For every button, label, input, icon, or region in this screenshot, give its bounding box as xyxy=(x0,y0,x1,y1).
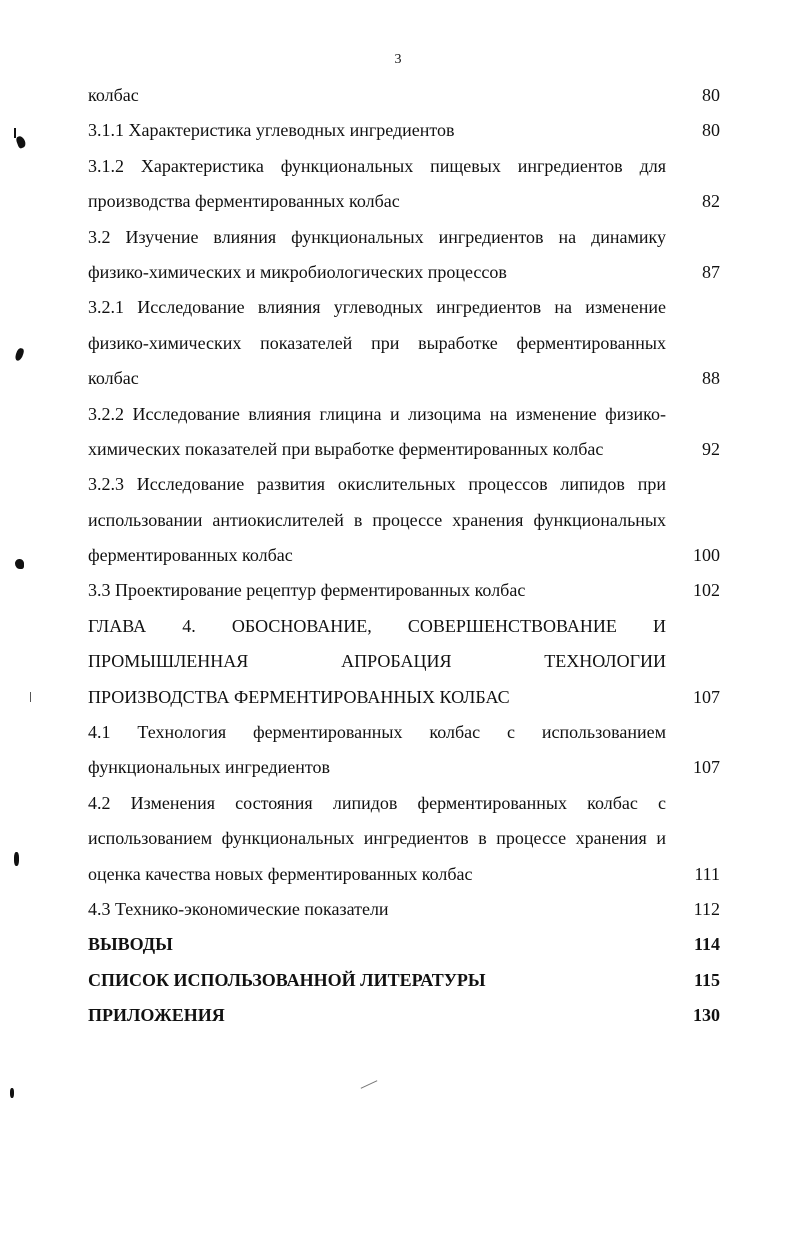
toc-entry-page: 115 xyxy=(693,969,720,990)
scan-speck xyxy=(10,1088,14,1098)
toc-entry-title: ВЫВОДЫ xyxy=(88,934,173,955)
toc-entry-title: 4.1 Технология ферментированных колбас с использованием xyxy=(88,722,666,743)
toc-entry-title: 3.2.2 Исследование влияния глицина и лизоцима на изменение физико- xyxy=(88,403,666,424)
toc-entry-title: 3.1.2 Характеристика функциональных пищевых ингредиентов для xyxy=(88,155,666,176)
toc-entry-page: 100 xyxy=(693,545,720,566)
toc-entry-title: физико-химических и микробиологических процессов xyxy=(88,261,507,282)
toc-entry-title: 4.3 Технико-экономические показатели xyxy=(88,898,389,919)
toc-entry xyxy=(88,290,724,325)
toc-entry-page: 111 xyxy=(694,863,720,884)
toc-entry xyxy=(88,184,724,219)
toc-entry-title: оценка качества новых ферментированных колбас xyxy=(88,863,473,884)
toc-entry-page: 87 xyxy=(702,261,720,282)
toc-entry-title: использовании антиокислителей в процессе хранения функциональных xyxy=(88,509,666,530)
toc-entry-title: ПРОИЗВОДСТВА ФЕРМЕНТИРОВАННЫХ КОЛБАС xyxy=(88,686,510,707)
toc-entry xyxy=(88,680,724,715)
toc-entry-page: 82 xyxy=(702,191,720,212)
scan-speck xyxy=(361,1080,378,1089)
toc-entry xyxy=(88,361,724,396)
toc-entry-page: 112 xyxy=(693,898,720,919)
toc-entry-title: 3.3 Проектирование рецептур ферментированных колбас xyxy=(88,580,526,601)
toc-entry-title: колбас xyxy=(88,368,139,389)
page-number: 3 xyxy=(394,52,402,67)
toc-entry xyxy=(88,220,724,255)
toc-entry-title: использованием функциональных ингредиентов в процессе хранения и xyxy=(88,828,666,849)
scan-speck xyxy=(14,128,16,138)
toc-entry-page: 107 xyxy=(693,686,720,707)
toc-entry xyxy=(88,786,724,821)
toc-entry xyxy=(88,609,724,644)
toc-entry xyxy=(88,326,724,361)
toc-entry xyxy=(88,750,724,785)
toc-entry xyxy=(88,644,724,679)
toc-entry-page: 114 xyxy=(693,934,720,955)
toc-entry-page: 80 xyxy=(702,85,720,105)
toc-entry-title: 3.1.1 Характеристика углеводных ингредиентов xyxy=(88,120,455,141)
toc-entry-title: ферментированных колбас xyxy=(88,545,293,566)
toc-entry-page: 102 xyxy=(693,580,720,601)
toc-entry-title: ГЛАВА 4. ОБОСНОВАНИЕ, СОВЕРШЕНСТВОВАНИЕ И xyxy=(88,615,666,636)
toc-entry xyxy=(88,857,724,892)
toc-entry-title: производства ферментированных колбас xyxy=(88,191,400,212)
toc-entry xyxy=(88,573,724,608)
scan-speck xyxy=(15,559,24,569)
scan-speck xyxy=(14,852,19,866)
toc-entry-page: 107 xyxy=(693,757,720,778)
toc-entry xyxy=(88,715,724,750)
toc-entry-title: СПИСОК ИСПОЛЬЗОВАННОЙ ЛИТЕРАТУРЫ xyxy=(88,969,486,990)
toc-entry xyxy=(88,821,724,856)
toc-entry-title: колбас xyxy=(88,85,139,105)
toc-entry-page: 80 xyxy=(702,120,720,141)
toc-entry-title: химических показателей при выработке ферментированных колбас xyxy=(88,438,604,459)
toc-entry-title: функциональных ингредиентов xyxy=(88,757,330,778)
toc-entry xyxy=(88,998,724,1033)
toc-entry-page: 88 xyxy=(702,368,720,389)
toc-entry xyxy=(88,963,724,998)
toc-entry-title: 4.2 Изменения состояния липидов ферментированных колбас с xyxy=(88,792,666,813)
toc-entry-title: физико-химических показателей при выработке ферментированных xyxy=(88,332,666,353)
toc-entry xyxy=(88,113,724,148)
toc-entry xyxy=(88,397,724,432)
scan-speck xyxy=(30,692,31,702)
toc-entry-page: 92 xyxy=(702,438,720,459)
toc-entry xyxy=(88,467,724,502)
toc-entry-title: ПРОМЫШЛЕННАЯ АПРОБАЦИЯ ТЕХНОЛОГИИ xyxy=(88,651,666,672)
toc-entry xyxy=(88,927,724,962)
toc-entry xyxy=(88,255,724,290)
scan-speck xyxy=(15,135,27,149)
toc-entry-title: 3.2.1 Исследование влияния углеводных ингредиентов на изменение xyxy=(88,297,666,318)
toc-entry-page: 130 xyxy=(693,1005,720,1026)
table-of-contents xyxy=(88,78,724,1034)
toc-entry xyxy=(88,432,724,467)
toc-entry xyxy=(88,538,724,573)
toc-entry-title: 3.2 Изучение влияния функциональных ингредиентов на динамику xyxy=(88,226,666,247)
toc-entry xyxy=(88,892,724,927)
toc-entry xyxy=(88,503,724,538)
scan-speck xyxy=(14,347,24,361)
toc-entry-title: ПРИЛОЖЕНИЯ xyxy=(88,1005,225,1026)
toc-entry xyxy=(88,78,724,113)
toc-entry xyxy=(88,149,724,184)
toc-entry-title: 3.2.3 Исследование развития окислительных процессов липидов при xyxy=(88,474,666,495)
